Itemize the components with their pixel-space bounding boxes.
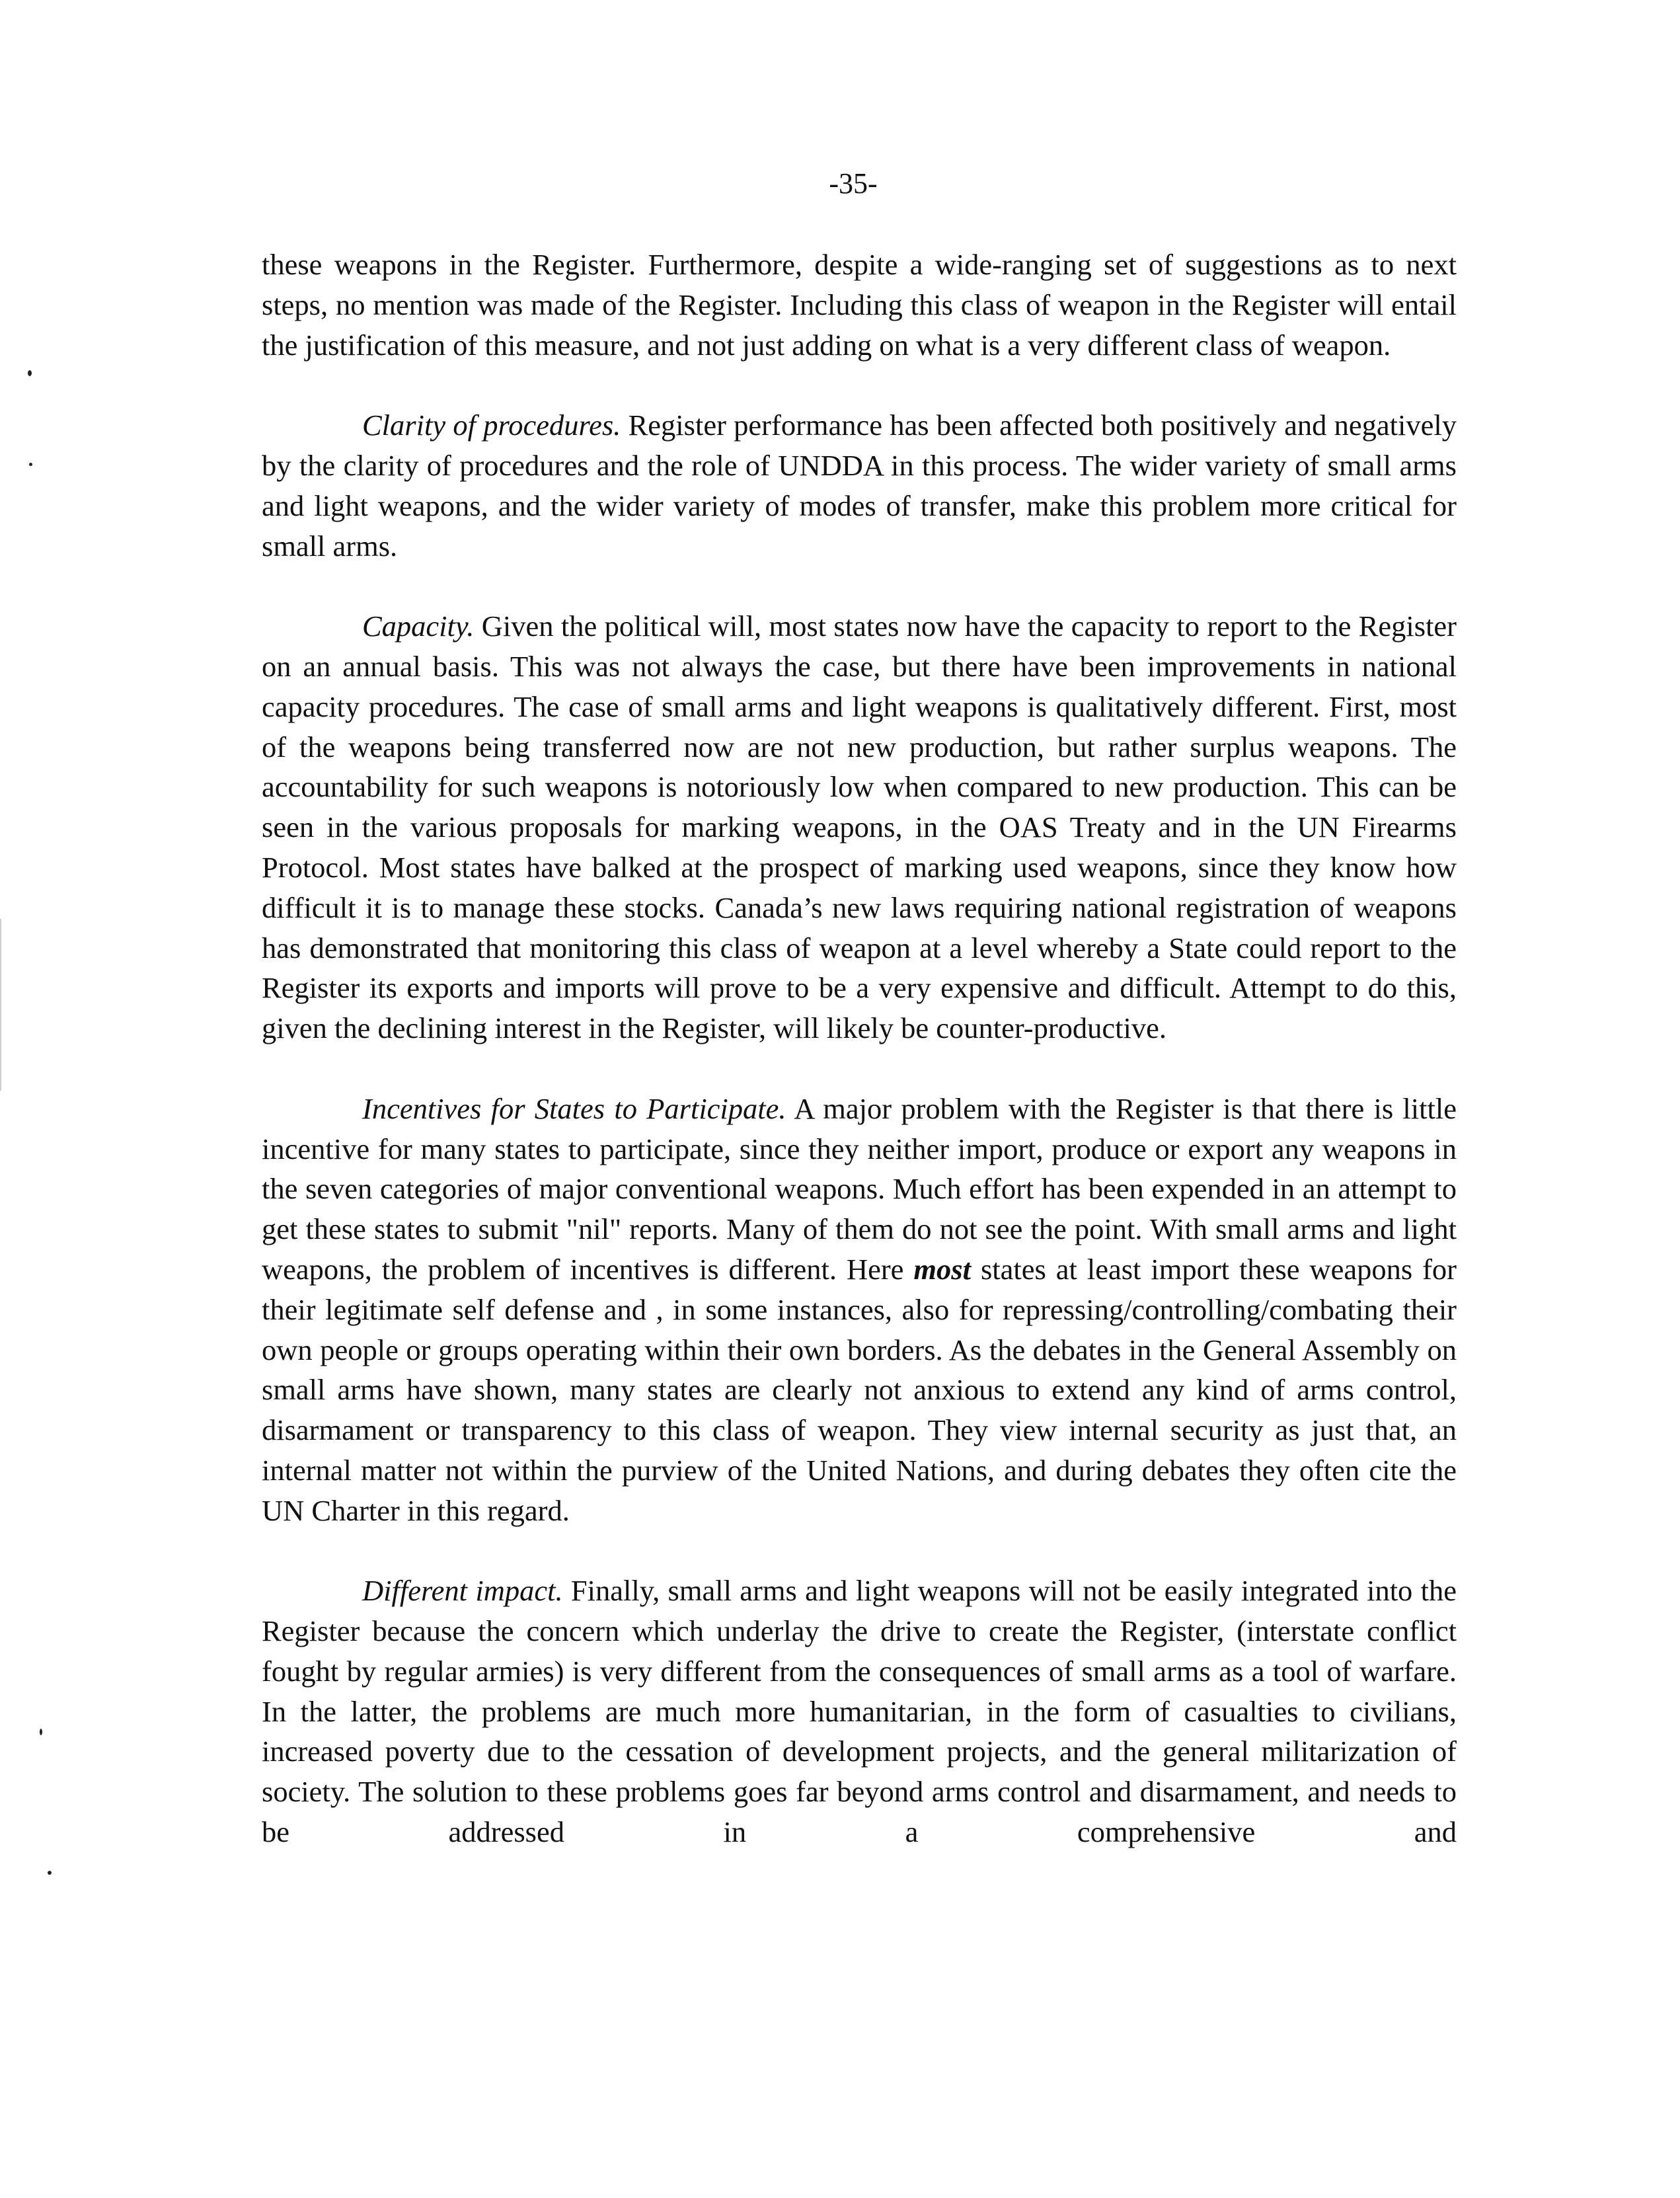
paragraph-capacity: [262, 606, 1457, 1048]
paragraph-text: states at least import these weapons for their legitimate self defense and , in some instances, also for repressing/controlling/combating their own people or groups operating within their own borders. As the debates in the General Assembly on small arms have shown, many states are clearly not anxious to extend any kind of arms control, disarmament or transparency to this class of weapon. They view internal security as just that, an internal matter not within the purview of the United Nations, and during debates they often cite the UN Charter in this regard.: [262, 1252, 1457, 1527]
scan-edge-line: [0, 919, 1, 1091]
paragraph-heading: Clarity of procedures.: [362, 409, 621, 442]
paragraph-text: Finally, small arms and light weapons will not be easily integrated into the Register because the concern which underlay the drive to create the Register, (interstate conflict fought by regular armies) is very different from the consequences of small arms as a tool of warfare. In the latter, the problems are much more humanitarian, in the form of casualties to civilians, increased poverty due to the cessation of development projects, and the general militarization of society. The solution to these problems goes far beyond arms control and disarmament, and needs to be addressed in a comprehensive and: [262, 1574, 1457, 1849]
paragraph-continuation: [262, 245, 1457, 365]
scan-speck: [48, 1871, 52, 1875]
scan-speck: [28, 370, 32, 376]
scan-speck: [29, 463, 32, 466]
paragraph-different-impact: [262, 1571, 1457, 1852]
paragraph-heading: Different impact.: [362, 1574, 563, 1608]
emphasis-text: most: [913, 1252, 971, 1286]
paragraph-incentives: [262, 1089, 1457, 1531]
paragraph-clarity-of-procedures: [262, 405, 1457, 566]
paragraph-heading: Incentives for States to Participate.: [362, 1091, 786, 1125]
body-text: [262, 245, 1457, 1893]
page-number: -35-: [829, 167, 878, 200]
paragraph-text: these weapons in the Register. Furthermore, despite a wide-ranging set of suggestions as to next steps, no mention was made of the Register. Including this class of weapon in the Register will entail the justification of this measure, and not just adding on what is a very different class of weapon.: [262, 248, 1457, 362]
paragraph-text: Given the political will, most states now have the capacity to report to the Register on an annual basis. This was not always the case, but there have been improvements in national capacity procedures. The case of small arms and light weapons is qualitatively different. First, most of the weapons being transferred now are not new production, but rather surplus weapons. The accountability for such weapons is notoriously low when compared to new production. This can be seen in the various proposals for marking weapons, in the OAS Treaty and in the UN Firearms Protocol. Most states have balked at the prospect of marking used weapons, since they know how difficult it is to manage these stocks. Canada’s new laws requiring national registration of weapons has demonstrated that monitoring this class of weapon at a level whereby a State could report to the Register its exports and imports will prove to be a very expensive and difficult. Attempt to do this, given the declining interest in the Register, will likely be counter-productive.: [262, 609, 1457, 1045]
paragraph-heading: Capacity.: [362, 609, 475, 643]
paragraph-text: A major problem with the Register is that there is little incentive for many states to participate, since they neither import, produce or export any weapons in the seven categories of major conventional weapons. Much effort has been expended in an attempt to get these states to submit "nil" reports. Many of them do not see the point. With small arms and light weapons, the problem of incentives is different. Here: [262, 1091, 1457, 1286]
paragraph-text: Register performance has been affected both positively and negatively by the clarity of procedures and the role of UNDDA in this process. The wider variety of small arms and light weapons, and the wider variety of modes of transfer, make this problem more critical for small arms.: [262, 409, 1457, 563]
scan-speck: [40, 1729, 42, 1735]
